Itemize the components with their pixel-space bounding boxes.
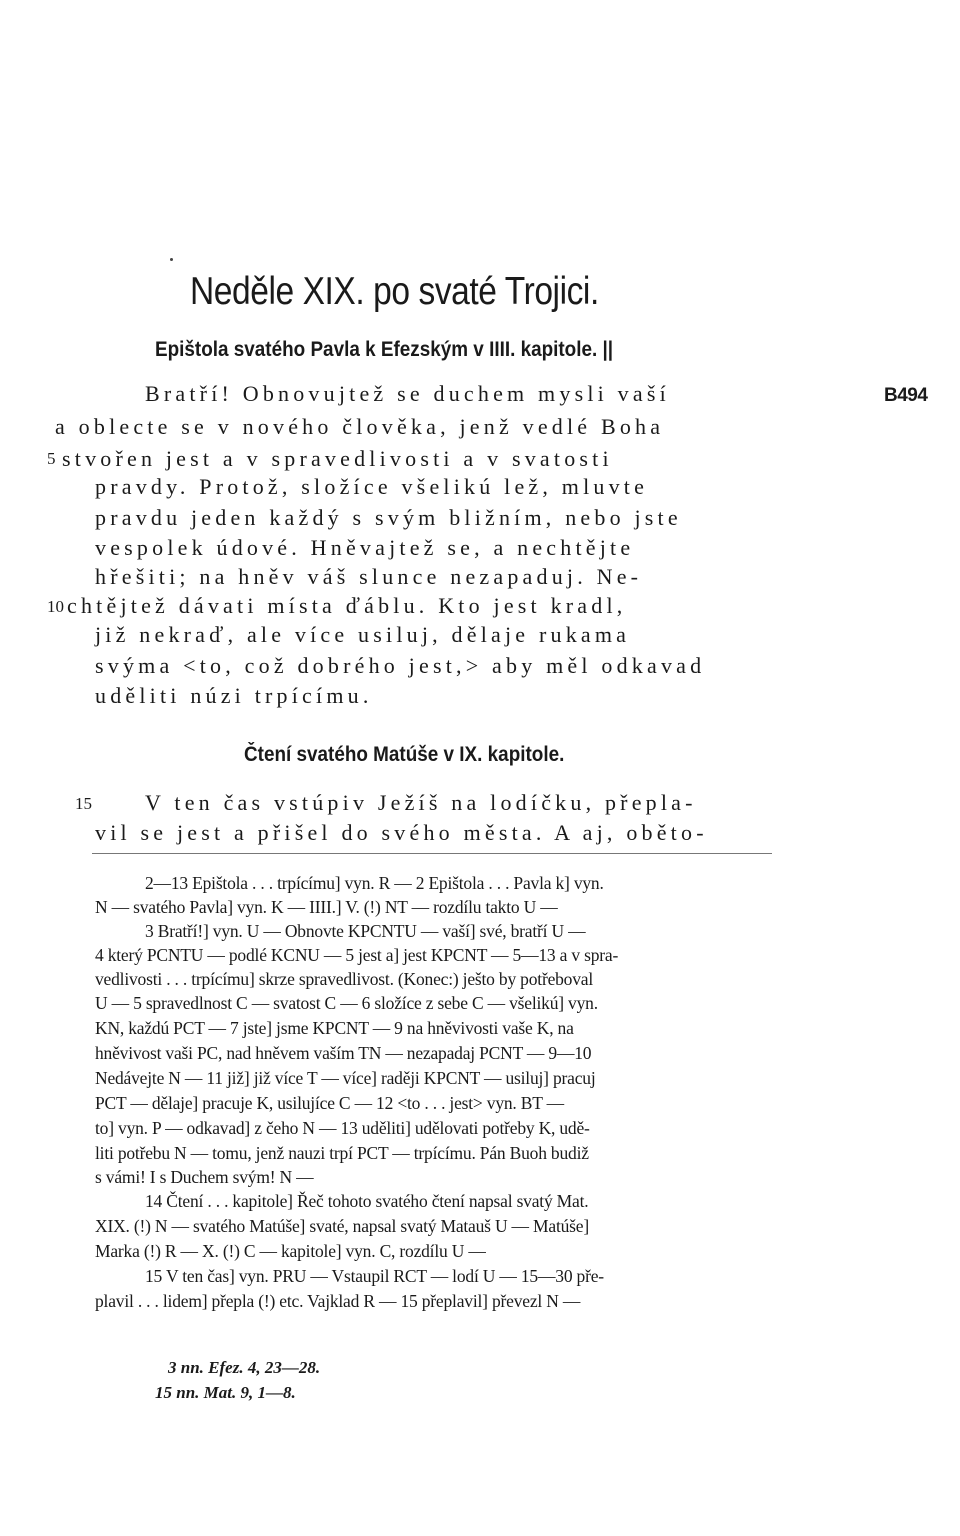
- apparatus-line: N — svatého Pavla] vyn. K — IIII.] V. (!) NT — rozdílu takto U —: [95, 897, 558, 917]
- line-number: 5: [47, 449, 56, 468]
- apparatus-line: XIX. (!) N — svatého Matúše] svaté, napsal svatý Matauš U — Matúše]: [95, 1216, 589, 1236]
- apparatus-line: 2—13 Epištola . . . trpícímu] vyn. R — 2 Epištola . . . Pavla k] vyn.: [145, 873, 604, 893]
- apparatus-line: plavil . . . lidem] přepla (!) etc. Vajklad R — 15 přeplavil] převezl N —: [95, 1291, 581, 1311]
- epistle-line: stvořen jest a v spravedlivosti a v svatosti: [62, 446, 613, 471]
- apparatus-line: 14 Čtení . . . kapitole] Řeč tohoto svatého čtení napsal svatý Mat.: [145, 1191, 589, 1211]
- print-speck: [170, 258, 173, 261]
- epistle-heading: Epištola svatého Pavla k Efezským v IIII. kapitole. ||: [155, 338, 614, 361]
- line-number: 15: [75, 794, 92, 813]
- apparatus-line: 4 který PCNTU — podlé KCNU — 5 jest a] jest KPCNT — 5—13 a v spra-: [95, 945, 619, 965]
- apparatus-line: U — 5 spravedlnost C — svatost C — 6 složíce z sebe C — všelikú] vyn.: [95, 993, 598, 1013]
- apparatus-line: vedlivosti . . . trpícímu] skrze spravedlivost. (Konec:) ješto by potřeboval: [95, 969, 594, 989]
- line-number: 10: [47, 597, 64, 616]
- epistle-line: chtějtež dávati místa ďáblu. Kto jest kradl,: [67, 593, 627, 618]
- apparatus-line: Marka (!) R — X. (!) C — kapitole] vyn. C, rozdílu U —: [95, 1241, 486, 1261]
- apparatus-line: liti potřebu N — tomu, jenž nauzi trpí PCT — trpícímu. Pán Buoh budiž: [95, 1143, 589, 1163]
- apparatus-line: s vámi! I s Duchem svým! N —: [95, 1167, 314, 1187]
- apparatus-divider: [92, 853, 772, 854]
- epistle-line: pravdu jeden každý s svým bližním, nebo jste: [95, 505, 682, 530]
- apparatus-line: to] vyn. P — odkavad] z čeho N — 13 uděliti] udělovati potřeby K, udě-: [95, 1118, 590, 1138]
- apparatus-line: 15 V ten čas] vyn. PRU — Vstaupil RCT — lodí U — 15—30 pře-: [145, 1266, 604, 1286]
- epistle-line: Bratří! Obnovujtež se duchem mysli vaší: [145, 381, 670, 406]
- apparatus-line: 3 Bratří!] vyn. U — Obnovte KPCNTU — vaší] své, bratří U —: [145, 921, 586, 941]
- apparatus-line: PCT — dělaje] pracuje K, usilujíce C — 12 <to . . . jest> vyn. BT —: [95, 1093, 564, 1113]
- bible-reference: 15 nn. Mat. 9, 1—8.: [155, 1383, 296, 1402]
- apparatus-line: Nedávejte N — 11 již] již více T — více] raději KPCNT — usiluj] pracuj: [95, 1068, 596, 1088]
- apparatus-line: KN, každú PCT — 7 jste] jsme KPCNT — 9 na hněvivosti vaše K, na: [95, 1018, 574, 1038]
- epistle-line: a oblecte se v nového člověka, jenž vedlé Boha: [55, 414, 665, 439]
- gospel-heading: Čtení svatého Matúše v IX. kapitole.: [244, 743, 565, 766]
- epistle-line: uděliti núzi trpícímu.: [95, 683, 373, 708]
- page-title: Neděle XIX. po svaté Trojici.: [190, 270, 599, 313]
- bible-reference: 3 nn. Efez. 4, 23—28.: [168, 1358, 321, 1377]
- margin-reference: B494: [884, 385, 928, 406]
- epistle-line: hřešiti; na hněv váš slunce nezapaduj. Ne-: [95, 564, 643, 589]
- gospel-line: V ten čas vstúpiv Ježíš na lodíčku, přepla-: [145, 790, 697, 815]
- epistle-line: již nekraď, ale více usiluj, dělaje rukama: [95, 622, 631, 647]
- apparatus-line: hněvivost vaši PC, nad hněvem vaším TN — nezapadaj PCNT — 9—10: [95, 1043, 592, 1063]
- epistle-line: svýma <to, což dobrého jest,> aby měl odkavad: [95, 653, 706, 678]
- gospel-line: vil se jest a přišel do svého města. A aj, oběto-: [95, 820, 708, 845]
- epistle-line: vespolek údové. Hněvajtež se, a nechtějte: [95, 535, 635, 560]
- epistle-line: pravdy. Protož, složíce všelikú lež, mluvte: [95, 474, 649, 499]
